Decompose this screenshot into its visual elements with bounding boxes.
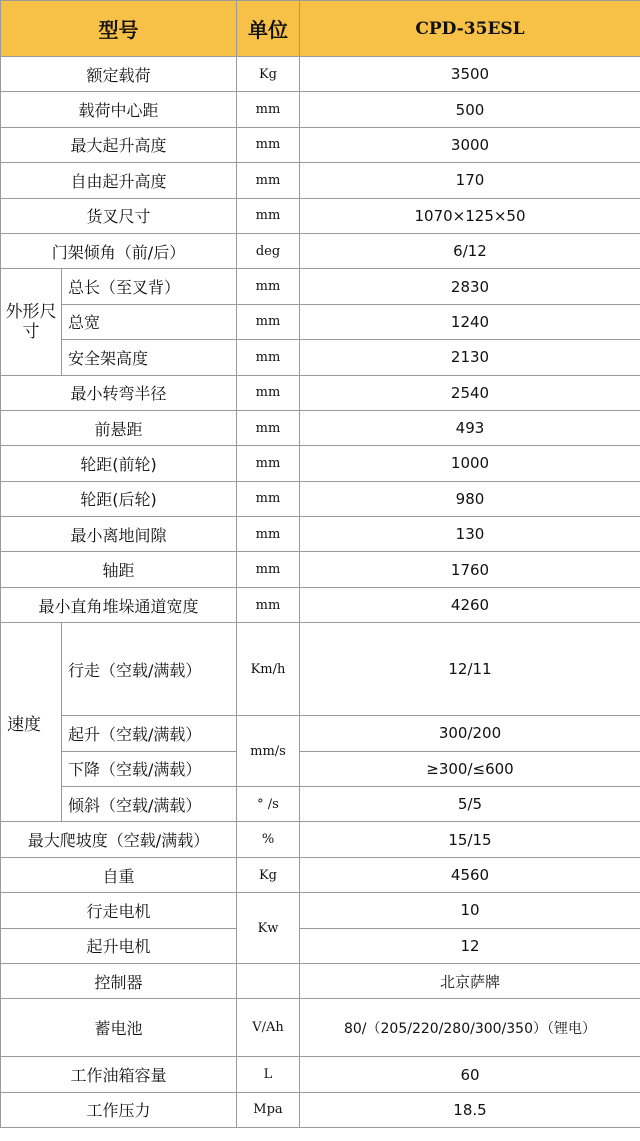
table-row bbox=[1, 481, 640, 516]
row-unit: Mpa bbox=[237, 1092, 300, 1127]
row-unit: mm bbox=[237, 163, 300, 198]
row-label: 轮距(前轮) bbox=[1, 446, 237, 481]
table-row bbox=[1, 410, 640, 445]
row-label: 前悬距 bbox=[1, 410, 237, 445]
row-value: 4260 bbox=[300, 587, 640, 622]
row-value: 3000 bbox=[300, 127, 640, 162]
row-label: 自由起升高度 bbox=[1, 163, 237, 198]
row-label: 控制器 bbox=[1, 963, 237, 998]
table-row bbox=[1, 999, 640, 1057]
table-row bbox=[1, 928, 640, 963]
row-label: 额定载荷 bbox=[1, 57, 237, 92]
speed-group-label: 速度 bbox=[1, 623, 62, 822]
row-label: 自重 bbox=[1, 857, 237, 892]
row-value: 2540 bbox=[300, 375, 640, 410]
row-unit: mm bbox=[237, 304, 300, 339]
row-unit: mm bbox=[237, 269, 300, 304]
row-value: 493 bbox=[300, 410, 640, 445]
row-unit: mm bbox=[237, 340, 300, 375]
row-value: 80/（205/220/280/300/350）（锂电） bbox=[300, 999, 640, 1057]
table-row bbox=[1, 340, 640, 375]
row-value: 4560 bbox=[300, 857, 640, 892]
row-unit: Km/h bbox=[237, 623, 300, 716]
table-row bbox=[1, 517, 640, 552]
row-label: 安全架高度 bbox=[62, 340, 237, 375]
table-row bbox=[1, 375, 640, 410]
row-value: 130 bbox=[300, 517, 640, 552]
row-value: ≥300/≤600 bbox=[300, 751, 640, 786]
row-unit: mm/s bbox=[237, 716, 300, 787]
table-row bbox=[1, 1092, 640, 1127]
header-unit: 单位 bbox=[237, 1, 300, 57]
table-row bbox=[1, 587, 640, 622]
row-label: 门架倾角（前/后） bbox=[1, 233, 237, 268]
table-row bbox=[1, 92, 640, 127]
row-unit: Kw bbox=[237, 893, 300, 964]
row-value: 2830 bbox=[300, 269, 640, 304]
table-row bbox=[1, 963, 640, 998]
row-value: 980 bbox=[300, 481, 640, 516]
row-value: 1760 bbox=[300, 552, 640, 587]
row-value: 1070×125×50 bbox=[300, 198, 640, 233]
row-unit: mm bbox=[237, 198, 300, 233]
row-unit: mm bbox=[237, 587, 300, 622]
table-row bbox=[1, 787, 640, 822]
row-unit: deg bbox=[237, 233, 300, 268]
row-value: 2130 bbox=[300, 340, 640, 375]
table-row bbox=[1, 552, 640, 587]
table-row bbox=[1, 822, 640, 857]
row-label: 工作压力 bbox=[1, 1092, 237, 1127]
row-unit: mm bbox=[237, 92, 300, 127]
header-value: CPD-35ESL bbox=[300, 1, 640, 57]
row-unit: V/Ah bbox=[237, 999, 300, 1057]
row-unit: ° /s bbox=[237, 787, 300, 822]
row-value: 300/200 bbox=[300, 716, 640, 751]
row-value: 18.5 bbox=[300, 1092, 640, 1127]
table-row bbox=[1, 269, 640, 304]
header-row bbox=[1, 1, 640, 57]
row-label: 轴距 bbox=[1, 552, 237, 587]
row-value: 5/5 bbox=[300, 787, 640, 822]
row-label: 最小转弯半径 bbox=[1, 375, 237, 410]
table-row bbox=[1, 623, 640, 716]
row-label: 行走（空载/满载） bbox=[62, 623, 237, 716]
row-value: 60 bbox=[300, 1057, 640, 1092]
row-unit: L bbox=[237, 1057, 300, 1092]
row-unit: mm bbox=[237, 127, 300, 162]
row-unit: % bbox=[237, 822, 300, 857]
row-value: 1240 bbox=[300, 304, 640, 339]
table-row bbox=[1, 446, 640, 481]
row-label: 轮距(后轮) bbox=[1, 481, 237, 516]
row-label: 工作油箱容量 bbox=[1, 1057, 237, 1092]
row-label: 蓄电池 bbox=[1, 999, 237, 1057]
row-unit: Kg bbox=[237, 857, 300, 892]
row-unit: mm bbox=[237, 517, 300, 552]
row-value: 北京萨牌 bbox=[300, 963, 640, 998]
table-row bbox=[1, 857, 640, 892]
row-value: 170 bbox=[300, 163, 640, 198]
row-unit: mm bbox=[237, 410, 300, 445]
table-row bbox=[1, 163, 640, 198]
table-row bbox=[1, 893, 640, 928]
row-unit bbox=[237, 963, 300, 998]
table-row bbox=[1, 127, 640, 162]
row-label: 总宽 bbox=[62, 304, 237, 339]
table-row bbox=[1, 1057, 640, 1092]
table-row bbox=[1, 198, 640, 233]
row-value: 3500 bbox=[300, 57, 640, 92]
row-value: 1000 bbox=[300, 446, 640, 481]
table-row bbox=[1, 751, 640, 786]
table-row bbox=[1, 57, 640, 92]
table-row bbox=[1, 233, 640, 268]
row-unit: mm bbox=[237, 552, 300, 587]
row-label: 最大起升高度 bbox=[1, 127, 237, 162]
row-label: 倾斜（空载/满载） bbox=[62, 787, 237, 822]
row-label: 行走电机 bbox=[1, 893, 237, 928]
row-unit: Kg bbox=[237, 57, 300, 92]
row-label: 最小直角堆垛通道宽度 bbox=[1, 587, 237, 622]
row-value: 12/11 bbox=[300, 623, 640, 716]
table-row bbox=[1, 304, 640, 339]
row-label: 总长（至叉背） bbox=[62, 269, 237, 304]
row-label: 货叉尺寸 bbox=[1, 198, 237, 233]
row-value: 500 bbox=[300, 92, 640, 127]
row-value: 6/12 bbox=[300, 233, 640, 268]
row-label: 起升电机 bbox=[1, 928, 237, 963]
row-label: 下降（空载/满载） bbox=[62, 751, 237, 786]
row-unit: mm bbox=[237, 481, 300, 516]
header-model: 型号 bbox=[1, 1, 237, 57]
dimensions-group-label: 外形尺寸 bbox=[1, 269, 62, 375]
row-label: 最大爬坡度（空载/满载） bbox=[1, 822, 237, 857]
row-value: 15/15 bbox=[300, 822, 640, 857]
row-unit: mm bbox=[237, 375, 300, 410]
row-label: 起升（空载/满载） bbox=[62, 716, 237, 751]
row-label: 载荷中心距 bbox=[1, 92, 237, 127]
row-label: 最小离地间隙 bbox=[1, 517, 237, 552]
row-value: 10 bbox=[300, 893, 640, 928]
row-value: 12 bbox=[300, 928, 640, 963]
row-unit: mm bbox=[237, 446, 300, 481]
table-row bbox=[1, 716, 640, 751]
